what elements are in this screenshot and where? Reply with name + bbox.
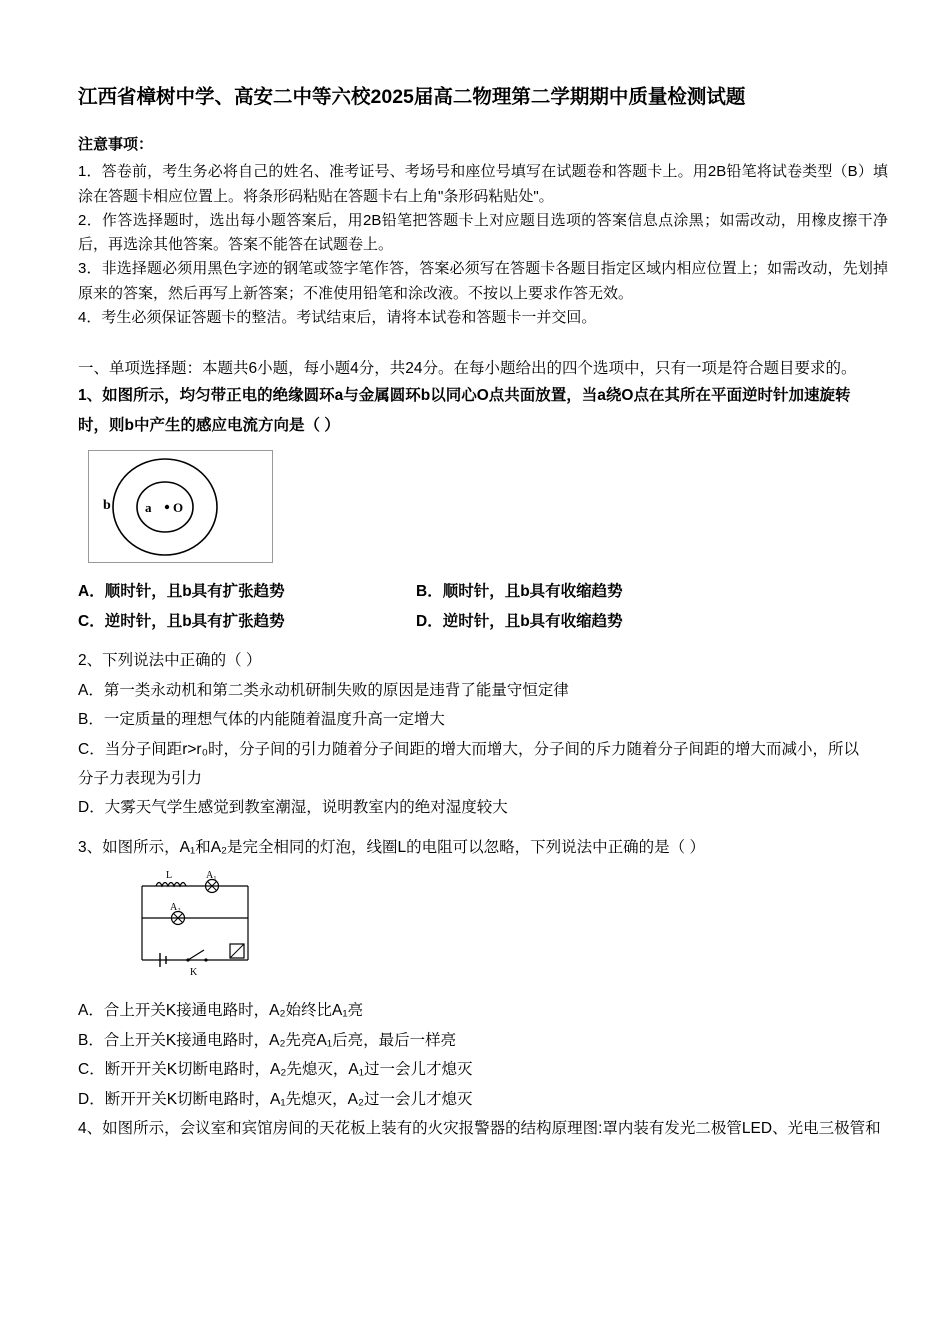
- page-title: 江西省樟树中学、高安二中等六校2025届高二物理第二学期期中质量检测试题: [78, 86, 746, 108]
- question-3-option-d: D．断开开关K切断电路时，A₁先熄灭，A₂过一会儿才熄灭: [78, 1090, 473, 1108]
- figure-label-A2: A₂: [170, 902, 181, 914]
- question-1-option-d: D．逆时针，且b具有收缩趋势: [416, 612, 623, 630]
- figure-label-L: L: [166, 870, 173, 882]
- question-3-option-a: A．合上开关K接通电路时，A₂始终比A₁亮: [78, 1002, 364, 1020]
- question-3-stem: 3、如图所示，A₁和A₂是完全相同的灯泡，线圈L的电阻可以忽略，下列说法中正确的是（ ）: [78, 838, 705, 856]
- question-1-stem-line1: 1、如图所示，均匀带正电的绝缘圆环a与金属圆环b以同心O点共面放置，当a绕O点在其所在平面逆时针加速旋转: [78, 387, 851, 405]
- question-1-option-a: A．顺时针，且b具有扩张趋势: [78, 583, 285, 601]
- notice-item-3: 3．非选择题必须用黑色字迹的钢笔或签字笔作答，答案必须写在答题卡各题目指定区域内相应位置上；如需改动，先划掉原来的答案，然后再写上新答案；不准使用铅笔和涂改液。不按以上要求作答无效。: [78, 260, 888, 302]
- figure-label-o: O: [173, 500, 184, 516]
- question-2-option-c: C．当分子间距r>r₀时，分子间的引力随着分子间距的增大而增大，分子间的斥力随着分子间距的增大而减小，所以: [78, 740, 860, 758]
- question-3-option-b: B．合上开关K接通电路时，A₂先亮A₁后亮，最后一样亮: [78, 1031, 457, 1049]
- figure-label-a: a: [145, 500, 152, 516]
- figure-label-b: b: [103, 498, 111, 514]
- question-3-figure: [130, 868, 260, 978]
- question-1-option-b: B．顺时针，且b具有收缩趋势: [416, 583, 623, 601]
- notice-item-4: 4．考生必须保证答题卡的整洁。考试结束后，请将本试卷和答题卡一并交回。: [78, 309, 597, 327]
- figure-label-K: K: [190, 967, 198, 977]
- notice-item-2: 2．作答选择题时，选出每小题答案后，用2B铅笔把答题卡上对应题目选项的答案信息点涂黑；如需改动，用橡皮擦干净后，再选涂其他答案。答案不能答在试题卷上。: [78, 211, 888, 254]
- circuit-diagram: [130, 868, 260, 976]
- question-1-option-c: C．逆时针，且b具有扩张趋势: [78, 612, 285, 630]
- question-2-option-b: B．一定质量的理想气体的内能随着温度升高一定增大: [78, 711, 445, 729]
- notice-heading: 注意事项：: [78, 136, 154, 154]
- question-2-option-d: D．大雾天气学生感觉到教室潮湿，说明教室内的绝对湿度较大: [78, 799, 508, 817]
- question-4-stem: 4、如图所示，会议室和宾馆房间的天花板上装有的火灾报警器的结构原理图:罩内装有发光二极管LED、光电三极管和: [78, 1120, 881, 1138]
- question-1-options-row-1: [78, 577, 888, 606]
- notice-item-1: 1．答卷前，考生务必将自己的姓名、准考证号、考场号和座位号填写在试题卷和答题卡上。用2B铅笔将试卷类型（B）填涂在答题卡相应位置上。将条形码粘贴在答题卡右上角"条形码粘贴处"。: [78, 163, 888, 205]
- question-1-stem-line2: 时，则b中产生的感应电流方向是（ ）: [78, 416, 340, 434]
- section-one-heading: 一、单项选择题：本题共6小题，每小题4分，共24分。在每小题给出的四个选项中，只有一项是符合题目要求的。: [78, 360, 857, 378]
- question-2-option-c-cont: 分子力表现为引力: [78, 769, 203, 787]
- concentric-rings-diagram: [89, 451, 272, 562]
- question-1-options-row-2: [78, 607, 888, 636]
- question-2-stem: 2、下列说法中正确的（ ）: [78, 652, 262, 670]
- question-2-option-a: A．第一类永动机和第二类永动机研制失败的原因是违背了能量守恒定律: [78, 681, 569, 699]
- question-3-option-c: C．断开开关K切断电路时，A₂先熄灭，A₁过一会儿才熄灭: [78, 1061, 473, 1079]
- question-1-figure: [88, 450, 273, 563]
- figure-label-A1: A₁: [206, 870, 217, 882]
